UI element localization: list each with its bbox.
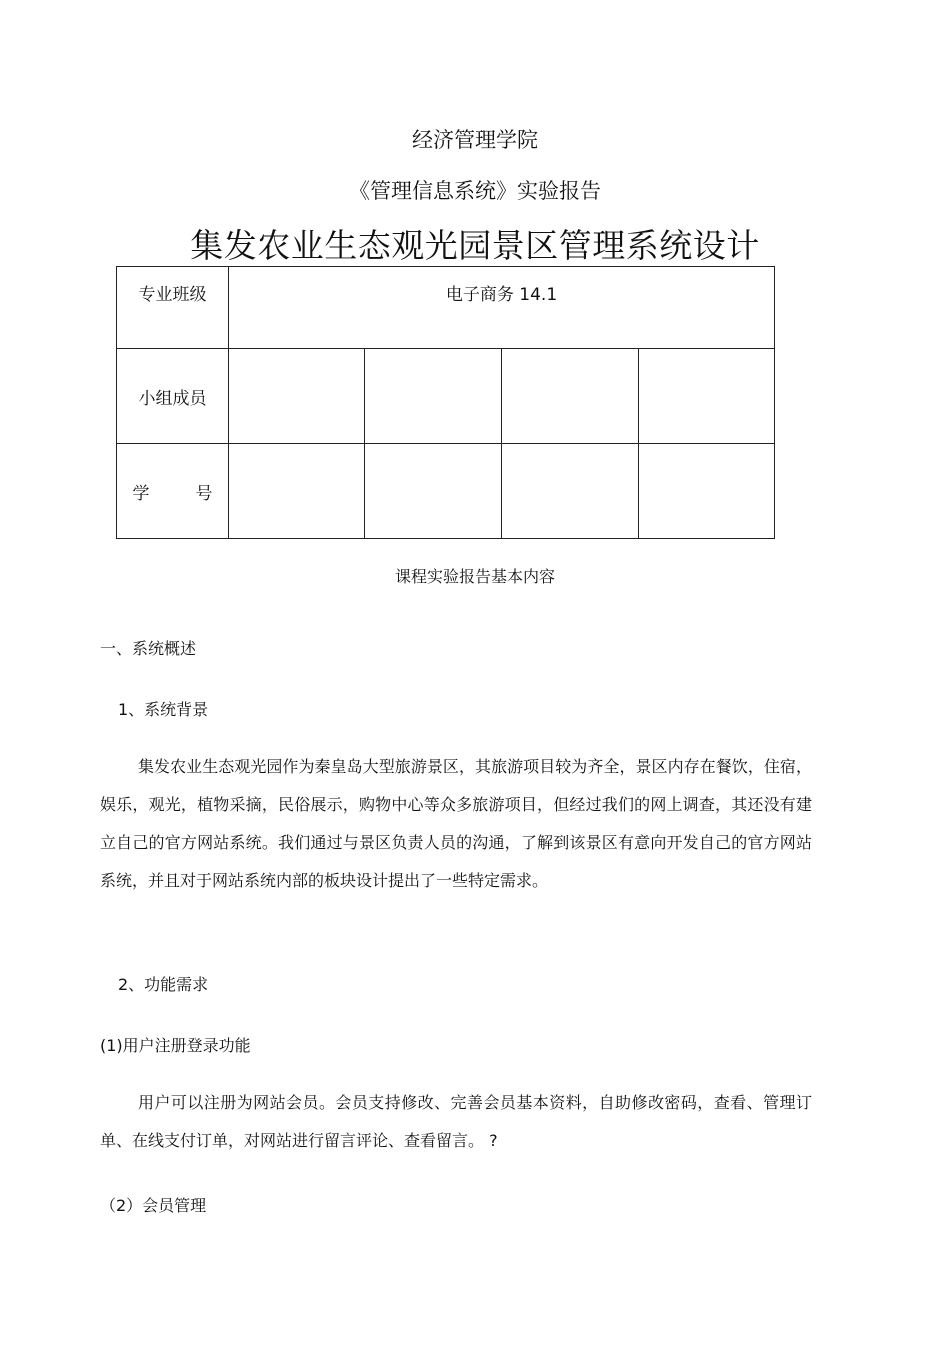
register-paragraph: 用户可以注册为网站会员。会员支持修改、完善会员基本资料，自助修改密码，查看、管理订单、在线支付订单，对网站进行留言评论、查看留言。 ? — [100, 1093, 812, 1150]
member-cell — [229, 349, 365, 444]
member-cell — [502, 349, 639, 444]
subsection-heading-background: 1、系统背景 — [118, 700, 209, 719]
student-id-label-part: 号 — [195, 483, 213, 504]
major-label: 专业班级 — [117, 267, 229, 349]
student-id-cell — [639, 444, 775, 539]
student-id-label-part: 学 — [132, 483, 150, 504]
student-id-cell — [229, 444, 365, 539]
student-id-label — [117, 444, 229, 539]
section-heading-overview: 一、系统概述 — [100, 639, 197, 658]
document-title: 集发农业生态观光园景区管理系统设计 — [190, 226, 760, 265]
table-row-student-id — [117, 444, 775, 539]
school-name: 经济管理学院 — [412, 128, 538, 152]
feature-heading-member: （2）会员管理 — [100, 1196, 207, 1215]
feature-heading-register: (1)用户注册登录功能 — [100, 1036, 251, 1055]
student-id-cell — [502, 444, 639, 539]
info-table — [116, 266, 775, 539]
student-id-cell — [365, 444, 502, 539]
subsection-heading-requirements: 2、功能需求 — [118, 975, 209, 994]
members-label: 小组成员 — [117, 349, 229, 444]
course-report-title: 《管理信息系统》实验报告 — [349, 179, 601, 203]
background-paragraph: 集发农业生态观光园作为秦皇岛大型旅游景区，其旅游项目较为齐全，景区内存在餐饮，住宿，娱乐，观光，植物采摘，民俗展示，购物中心等众多旅游项目，但经过我们的网上调查，其还没有建立自己的官方网站系统。我们通过与景区负责人员的沟通，了解到该景区有意向开发自己的官方网站系统，并且对于网站系统内部的板块设计提出了一些特定需求。 — [100, 757, 812, 890]
major-value: 电子商务 14.1 — [229, 267, 775, 349]
table-row-members — [117, 349, 775, 444]
table-row-major — [117, 267, 775, 349]
member-cell — [639, 349, 775, 444]
member-cell — [365, 349, 502, 444]
content-heading: 课程实验报告基本内容 — [394, 567, 555, 586]
